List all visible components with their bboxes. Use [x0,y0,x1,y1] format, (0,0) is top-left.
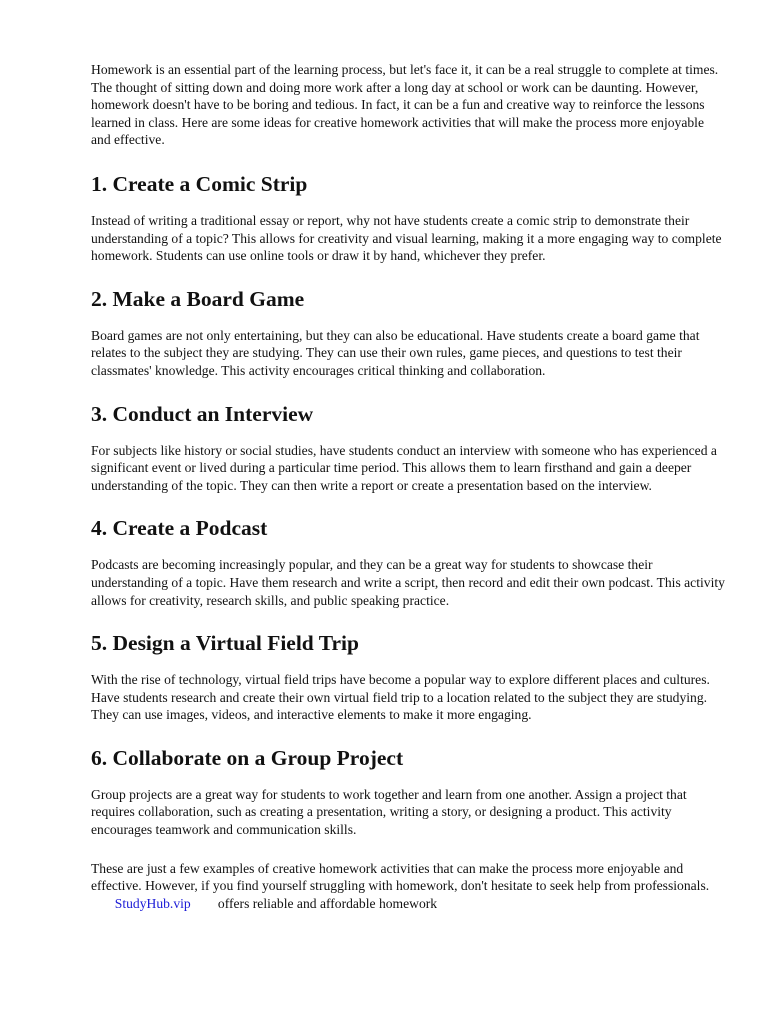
section-3-title: 3. Conduct an Interview [91,401,314,426]
section-5-title: 5. Design a Virtual Field Trip [91,631,359,656]
studyhub-link[interactable]: StudyHub.vip [114,895,191,911]
section-2-body: Board games are not only entertaining, but they can also be educational. Have students create a board game that relates to the subject they are studying. They can use their own rules, game pieces, and questions to test their classmates' knowledge. This activity encourages critical thinking and collaboration. [91,327,700,378]
section-5-body: With the rise of technology, virtual field trips have become a popular way to explore different places and cultures. Have students research and create their own virtual field trip to a location related to the subject they are studying. They can use images, videos, and interactive elements to make it more engaging. [91,672,710,723]
intro-paragraph: Homework is an essential part of the learning process, but let's face it, it can be a real struggle to complete at times. The thought of sitting down and doing more work after a long day at school or work can be daunting. However, homework doesn't have to be boring and tedious. In fact, it can be a fun and creative way to reinforce the lessons learned in class. Here are some ideas for creative homework activities that will make the process more enjoyable and effective. [91,62,719,148]
section-6-body: Group projects are a great way for students to work together and learn from one another. Assign a project that requires collaboration, such as creating a presentation, writing a story, or designing a product. This activity encourages teamwork and communication skills. [91,786,687,838]
section-1-body: Instead of writing a traditional essay or report, why not have students create a comic strip to demonstrate their understanding of a topic? This allows for creativity and visual learning, making it a more engaging way to complete homework. Students can use online tools or draw it by hand, whichever they prefer. [91,212,722,264]
closing-text-after-link: offers reliable and affordable homework [217,895,438,911]
section-3-body: For subjects like history or social studies, have students conduct an interview with someone who has experienced a significant event or lived during a particular time period. This allows them to learn firsthand and gain a deeper understanding of the topic. They can then write a report or create a presentation based on the interview. [91,442,717,493]
document-page [91,61,725,912]
section-2-title: 2. Make a Board Game [91,286,305,311]
closing-text-before-link: These are just a few examples of creative homework activities that can make the process more enjoyable and effective. However, if you find yourself struggling with homework, don't hesitate to seek help from professionals. [91,860,710,894]
section-6-title: 6. Collaborate on a Group Project [91,745,404,770]
section-4-title: 4. Create a Podcast [91,516,268,541]
closing-paragraph [91,860,725,913]
section-1-title: 1. Create a Comic Strip [91,171,308,196]
section-4-body: Podcasts are becoming increasingly popular, and they can be a great way for students to showcase their understanding of a topic. Have them research and write a script, then record and edit their own podcast. This activity allows for creativity, research skills, and public speaking practice. [91,557,725,608]
